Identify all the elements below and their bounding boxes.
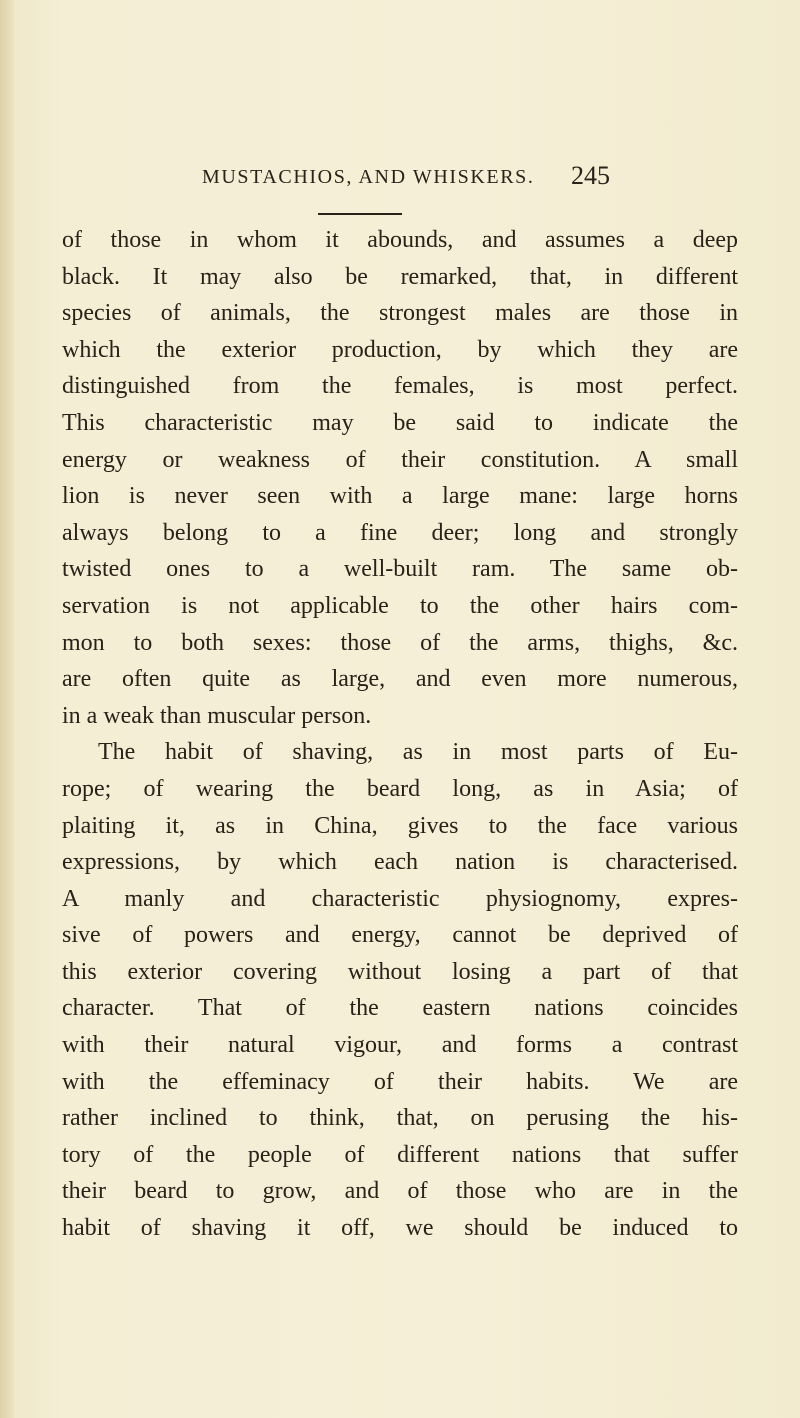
running-title: MUSTACHIOS, AND WHISKERS. [202, 166, 535, 188]
text-line: rope; of wearing the beard long, as in Asia; of [62, 775, 738, 802]
text-line: with the effeminacy of their habits. We are [62, 1068, 738, 1095]
header-rule [318, 213, 402, 215]
text-line: energy or weakness of their constitution. A small [62, 446, 738, 473]
text-line: always belong to a fine deer; long and strongly [62, 519, 738, 546]
text-line: distinguished from the females, is most perfect. [62, 373, 738, 400]
text-line: of those in whom it abounds, and assumes a deep [62, 227, 738, 253]
text-line: black. It may also be remarked, that, in different [62, 263, 738, 290]
text-line: A manly and characteristic physiognomy, expres- [62, 885, 738, 912]
text-line: twisted ones to a well-built ram. The same ob- [62, 556, 738, 583]
page-number: 245 [571, 161, 610, 190]
text-line: sive of powers and energy, cannot be deprived of [62, 922, 738, 949]
text-line: character. That of the eastern nations coincides [62, 995, 738, 1022]
text-line: mon to both sexes: those of the arms, thighs, &c. [62, 629, 738, 656]
running-head [0, 161, 800, 190]
text-line: this exterior covering without losing a part of that [62, 958, 738, 985]
page-gutter-edge [0, 0, 14, 1418]
text-line: habit of shaving it off, we should be induced to [62, 1215, 738, 1242]
text-line: servation is not applicable to the other hairs com- [62, 592, 738, 619]
text-line: are often quite as large, and even more numerous, [62, 666, 738, 693]
text-line: species of animals, the strongest males are those in [62, 300, 738, 327]
text-line: rather inclined to think, that, on perusing the his- [62, 1105, 738, 1132]
text-line: lion is never seen with a large mane: large horns [62, 483, 738, 510]
text-line: their beard to grow, and of those who are in the [62, 1178, 738, 1205]
text-line: plaiting it, as in China, gives to the face various [62, 812, 738, 839]
paragraph-start-line: The habit of shaving, as in most parts of Eu- [98, 739, 738, 766]
text-line: tory of the people of different nations that suffer [62, 1141, 738, 1168]
text-line: This characteristic may be said to indicate the [62, 409, 738, 436]
paragraph-end-line: in a weak than muscular person. [62, 702, 372, 729]
text-line: with their natural vigour, and forms a contrast [62, 1032, 738, 1059]
body-text [62, 222, 738, 1247]
text-line: expressions, by which each nation is characterised. [62, 849, 738, 876]
text-line: which the exterior production, by which they are [62, 336, 738, 363]
